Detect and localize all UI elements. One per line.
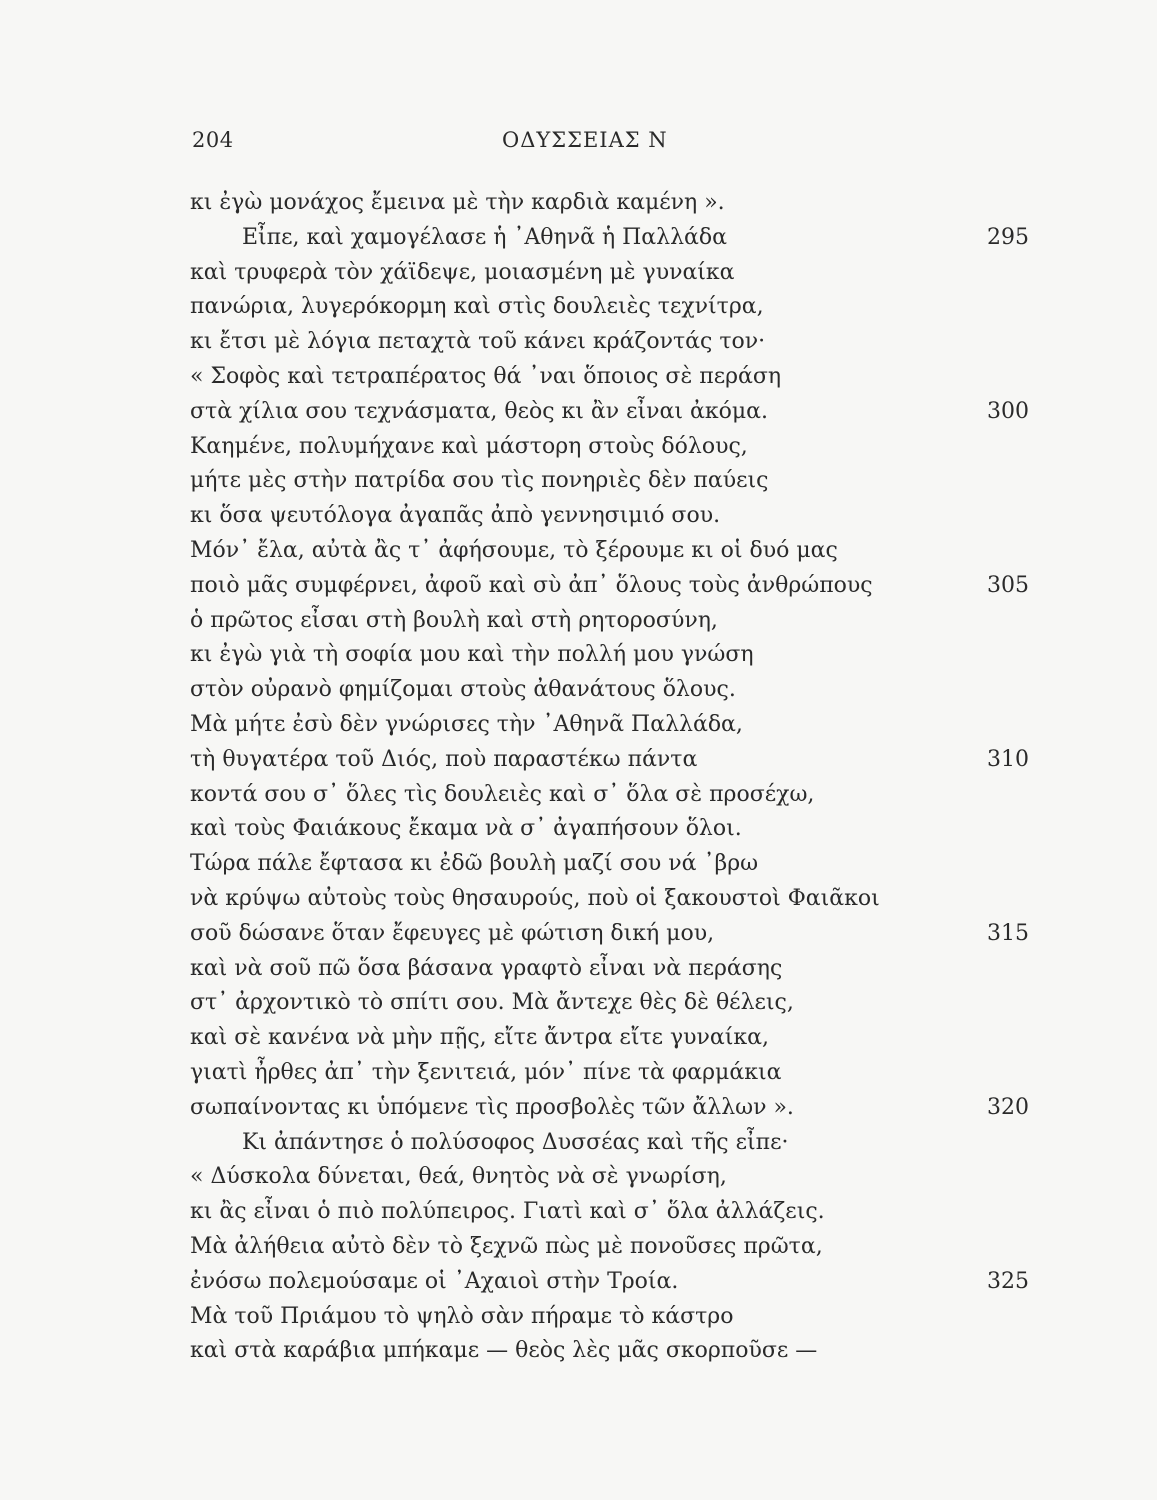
verse-text: στὰ χίλια σου τεχνάσματα, θεὸς κι ἂν εἶναι ἀκόμα. [190,398,769,424]
verse-text: ἐνόσω πολεμούσαμε οἱ ᾿Αχαιοὶ στὴν Τροία. [190,1268,679,1294]
verse-text: καὶ τοὺς Φαιάκους ἔκαμα νὰ σ᾿ ἀγαπήσουν ὅλοι. [190,816,742,842]
verse-line-number: 295 [987,224,1029,250]
verse-line [190,1265,1029,1300]
verse-line [190,638,910,673]
verse-line [190,1160,910,1195]
verse-text: Εἶπε, καὶ χαμογέλασε ἡ ᾿Αθηνᾶ ἡ Παλλάδα [242,224,728,250]
verse-line [190,604,910,639]
verse-line [190,1334,910,1369]
verse-line [190,952,910,987]
verse-line [190,534,910,569]
verse-line-number: 310 [987,746,1029,772]
verse-text: γιατὶ ἦρθες ἀπ᾿ τὴν ξενιτειά, μόν᾿ πίνε τὰ φαρμάκια [190,1059,782,1085]
verse-line [190,882,910,917]
verse-line [190,778,910,813]
verse-text: κι ὅσα ψευτόλογα ἀγαπᾶς ἀπὸ γεννησιμιό σου. [190,503,721,529]
verse-text: « Σοφὸς καὶ τετραπέρατος θά ᾿ναι ὅποιος σὲ περάση [190,363,782,389]
verse-line [190,1126,910,1161]
verse-line [190,1300,910,1335]
verse-line [190,1056,910,1091]
verse-line-number: 320 [987,1094,1029,1120]
verse-text: κοντά σου σ᾿ ὅλες τὶς δουλειὲς καὶ σ᾿ ὅλα σὲ προσέχω, [190,781,815,807]
verse-line [190,1091,1029,1126]
verse-line [190,986,910,1021]
page-header [192,128,1072,158]
verse-text: κι ἐγὼ γιὰ τὴ σοφία μου καὶ τὴν πολλή μου γνώση [190,642,754,668]
poem-text [190,186,1029,1369]
verse-line [190,569,1029,604]
verse-text: Μὰ τοῦ Πριάμου τὸ ψηλὸ σὰν πήραμε τὸ κάστρο [190,1303,734,1329]
verse-line-number: 315 [987,920,1029,946]
verse-text: στ᾿ ἀρχοντικὸ τὸ σπίτι σου. Μὰ ἄντεχε θὲς δὲ θέλεις, [190,990,794,1016]
verse-line [190,743,1029,778]
verse-text: νὰ κρύψω αὐτοὺς τοὺς θησαυρούς, ποὺ οἱ ξακουστοὶ Φαιᾶκοι [190,885,880,911]
verse-text: στὸν οὐρανὸ φημίζομαι στοὺς ἀθανάτους ὅλους. [190,677,736,703]
verse-line-number: 325 [987,1268,1029,1294]
verse-line [190,708,910,743]
verse-line [190,812,910,847]
verse-text: Μὰ ἀλήθεια αὐτὸ δὲν τὸ ξεχνῶ πὼς μὲ πονοῦσες πρῶτα, [190,1233,823,1259]
verse-text: « Δύσκολα δύνεται, θεά, θνητὸς νὰ σὲ γνωρίση, [190,1164,727,1190]
verse-line [190,325,910,360]
verse-line [190,1230,910,1265]
verse-line [190,917,1029,952]
verse-line-number: 305 [987,572,1029,598]
verse-text: καὶ νὰ σοῦ πῶ ὅσα βάσανα γραφτὸ εἶναι νὰ περάσης [190,955,783,981]
verse-text: ὁ πρῶτος εἶσαι στὴ βουλὴ καὶ στὴ ρητοροσύνη, [190,607,718,633]
verse-line [190,847,910,882]
verse-text: Μὰ μήτε ἐσὺ δὲν γνώρισες τὴν ᾿Αθηνᾶ Παλλάδα, [190,711,743,737]
verse-line [190,360,910,395]
page-number: 204 [192,128,234,152]
verse-text: Τώρα πάλε ἔφτασα κι ἐδῶ βουλὴ μαζί σου νά ᾿βρω [190,851,759,877]
verse-text: μήτε μὲς στὴν πατρίδα σου τὶς πονηριὲς δὲν παύεις [190,468,769,494]
verse-text: πανώρια, λυγερόκορμη καὶ στὶς δουλειὲς τεχνίτρα, [190,294,764,320]
verse-line [190,430,910,465]
verse-text: ποιὸ μᾶς συμφέρνει, ἀφοῦ καὶ σὺ ἀπ᾿ ὅλους τοὺς ἀνθρώπους [190,572,873,598]
verse-text: κι ἔτσι μὲ λόγια πεταχτὰ τοῦ κάνει κράζοντάς τον· [190,329,766,355]
verse-text: κι ἂς εἶναι ὁ πιὸ πολύπειρος. Γιατὶ καὶ σ᾿ ὅλα ἀλλάζεις. [190,1199,825,1225]
verse-text: Καημένε, πολυμήχανε καὶ μάστορη στοὺς δόλους, [190,433,748,459]
verse-text: καὶ στὰ καράβια μπήκαμε — θεὸς λὲς μᾶς σκορποῦσε — [190,1338,818,1364]
verse-line [190,499,910,534]
verse-line [190,673,910,708]
verse-line [190,1021,910,1056]
verse-text: τὴ θυγατέρα τοῦ Διός, ποὺ παραστέκω πάντα [190,746,698,772]
verse-line-number: 300 [987,398,1029,424]
verse-text: Μόν᾿ ἔλα, αὐτὰ ἂς τ᾿ ἀφήσουμε, τὸ ξέρουμε κι οἱ δυό μας [190,537,838,563]
verse-text: κι ἐγὼ μονάχος ἔμεινα μὲ τὴν καρδιὰ καμένη ». [190,190,725,215]
verse-text: καὶ τρυφερὰ τὸν χάϊδεψε, μοιασμένη μὲ γυναίκα [190,259,735,285]
verse-text: σωπαίνοντας κι ὑπόμενε τὶς προσβολὲς τῶν ἄλλων ». [190,1094,794,1120]
verse-line [190,395,1029,430]
running-title: ΟΔΥΣΣΕΙΑΣ Ν [502,128,668,152]
verse-line [190,256,910,291]
verse-line [190,290,910,325]
verse-line [190,1195,910,1230]
verse-line [190,186,910,221]
verse-line [190,464,910,499]
verse-text: σοῦ δώσανε ὅταν ἔφευγες μὲ φώτιση δική μου, [190,920,715,946]
verse-line [190,221,1029,256]
verse-text: Κι ἀπάντησε ὁ πολύσοφος Δυσσέας καὶ τῆς εἶπε· [242,1129,789,1155]
verse-text: καὶ σὲ κανένα νὰ μὴν πῇς, εἴτε ἄντρα εἴτε γυναίκα, [190,1025,769,1051]
